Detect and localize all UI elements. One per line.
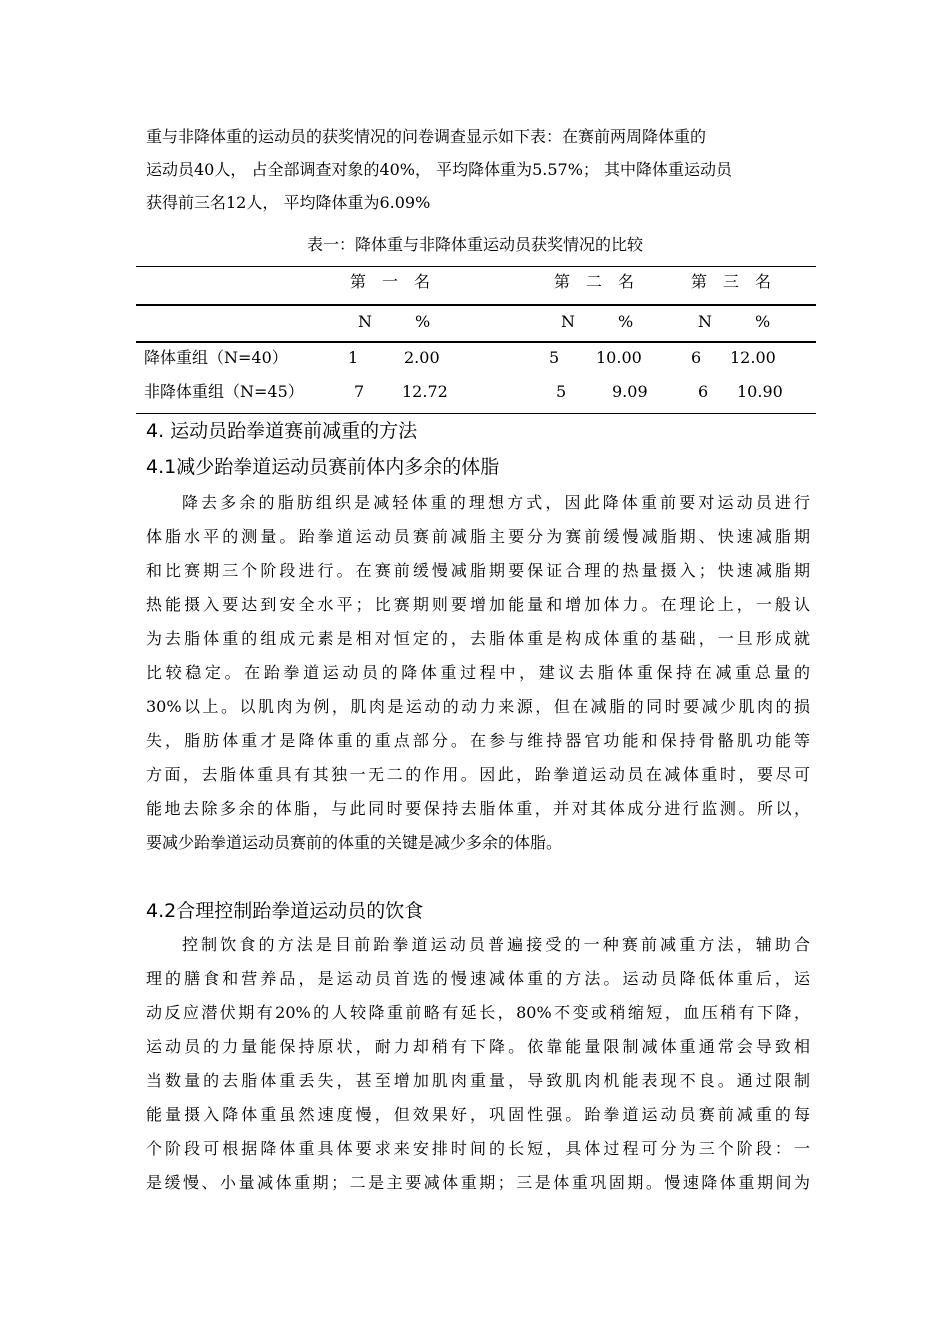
- header-second-place: 第 二 名: [554, 272, 635, 291]
- text-line: 方面，去脂体重具有其独一无二的作用。因此，跆拳道运动员在减体重时，要尽可: [146, 765, 810, 784]
- intro-line: 获得前三名12人， 平均降体重为6.09%: [146, 193, 431, 212]
- subsection-heading: 4.1减少跆拳道运动员赛前体内多余的体脂: [146, 456, 500, 478]
- text-line: 当数量的去脂体重丢失，甚至增加肌肉重量，导致肌肉机能表现不良。通过限制: [146, 1071, 810, 1090]
- body-paragraph: [146, 928, 810, 1200]
- text-line: 个阶段可根据降体重具体要求来安排时间的长短，具体过程可分为三个阶段：一: [146, 1139, 810, 1158]
- text-line: 失，脂肪体重才是降体重的重点部分。在参与维持器官功能和保持骨骼肌功能等: [146, 731, 810, 750]
- table-cell: 10.90: [737, 382, 783, 401]
- text-line: 热能摄入要达到安全水平；比赛期则要增加能量和增加体力。在理论上，一般认: [146, 595, 810, 614]
- subheader-n: N: [698, 312, 712, 331]
- table-subheader-rule: [136, 341, 816, 343]
- header-first-place: 第 一 名: [350, 272, 431, 291]
- table-header-rule: [136, 304, 816, 306]
- subheader-percent: %: [755, 312, 771, 331]
- table-cell: 6: [698, 382, 709, 401]
- table-cell: 12.72: [402, 382, 448, 401]
- subheader-percent: %: [618, 312, 634, 331]
- table-cell: 5: [549, 348, 560, 367]
- text-line: 要减少跆拳道运动员赛前的体重的关键是减少多余的体脂。: [146, 833, 563, 852]
- text-line: 体脂水平的测量。跆拳道运动员赛前减脂主要分为赛前缓慢减脂期、快速减脂期: [146, 527, 810, 546]
- intro-paragraph: [146, 120, 810, 219]
- text-line: 能地去除多余的体脂，与此同时要保持去脂体重，并对其体成分进行监测。所以，: [146, 799, 810, 818]
- intro-line: 重与非降体重的运动员的获奖情况的问卷调查显示如下表：在赛前两周降体重的: [146, 127, 707, 146]
- section-heading: 4. 运动员跆拳道赛前减重的方法: [146, 420, 418, 442]
- table-cell: 7: [354, 382, 365, 401]
- text-line: 动反应潜伏期有20%的人较降重前略有延长，80%不变或稍缩短，血压稍有下降，: [146, 1003, 810, 1022]
- text-line: 比较稳定。在跆拳道运动员的降体重过程中，建议去脂体重保持在减重总量的: [146, 663, 810, 682]
- row-label: 非降体重组（N=45）: [144, 382, 304, 401]
- table-cell: 10.00: [596, 348, 642, 367]
- text-line: 和比赛期三个阶段进行。在赛前缓慢减脂期要保证合理的热量摄入；快速减脂期: [146, 561, 810, 580]
- subsection-heading: 4.2合理控制跆拳道运动员的饮食: [146, 900, 424, 922]
- table-cell: 6: [691, 348, 702, 367]
- text-line: 30%以上。以肌肉为例，肌肉是运动的动力来源，但在减脂的同时要减少肌肉的损: [146, 697, 810, 716]
- subheader-n: N: [358, 312, 372, 331]
- subheader-percent: %: [415, 312, 431, 331]
- body-paragraph: [146, 486, 810, 860]
- table-bottom-rule: [136, 413, 816, 414]
- comparison-table: [136, 266, 816, 416]
- text-line: 降去多余的脂肪组织是减轻体重的理想方式，因此降体重前要对运动员进行: [182, 493, 810, 512]
- text-line: 为去脂体重的组成元素是相对恒定的，去脂体重是构成体重的基础，一旦形成就: [146, 629, 810, 648]
- table-cell: 1: [348, 348, 359, 367]
- table-cell: 9.09: [612, 382, 648, 401]
- table-caption: 表一：降体重与非降体重运动员获奖情况的比较: [306, 235, 643, 254]
- table-cell: 2.00: [404, 348, 440, 367]
- text-line: 能量摄入降体重虽然速度慢，但效果好，巩固性强。跆拳道运动员赛前减重的每: [146, 1105, 810, 1124]
- text-line: 是缓慢、小量减体重期；二是主要减体重期；三是体重巩固期。慢速降体重期间为: [146, 1173, 810, 1192]
- text-line: 运动员的力量能保持原状，耐力却稍有下降。依靠能量限制减体重通常会导致相: [146, 1037, 810, 1056]
- table-top-rule: [136, 266, 816, 267]
- table-cell: 12.00: [730, 348, 776, 367]
- header-third-place: 第 三 名: [691, 272, 772, 291]
- subheader-n: N: [561, 312, 575, 331]
- row-label: 降体重组（N=40）: [144, 348, 288, 367]
- text-line: 控制饮食的方法是目前跆拳道运动员普遍接受的一种赛前减重方法，辅助合: [182, 935, 810, 954]
- text-line: 理的膳食和营养品，是运动员首选的慢速减体重的方法。运动员降低体重后，运: [146, 969, 810, 988]
- intro-line: 运动员40人， 占全部调查对象的40%， 平均降体重为5.57%； 其中降体重运动员: [146, 160, 733, 179]
- table-cell: 5: [556, 382, 567, 401]
